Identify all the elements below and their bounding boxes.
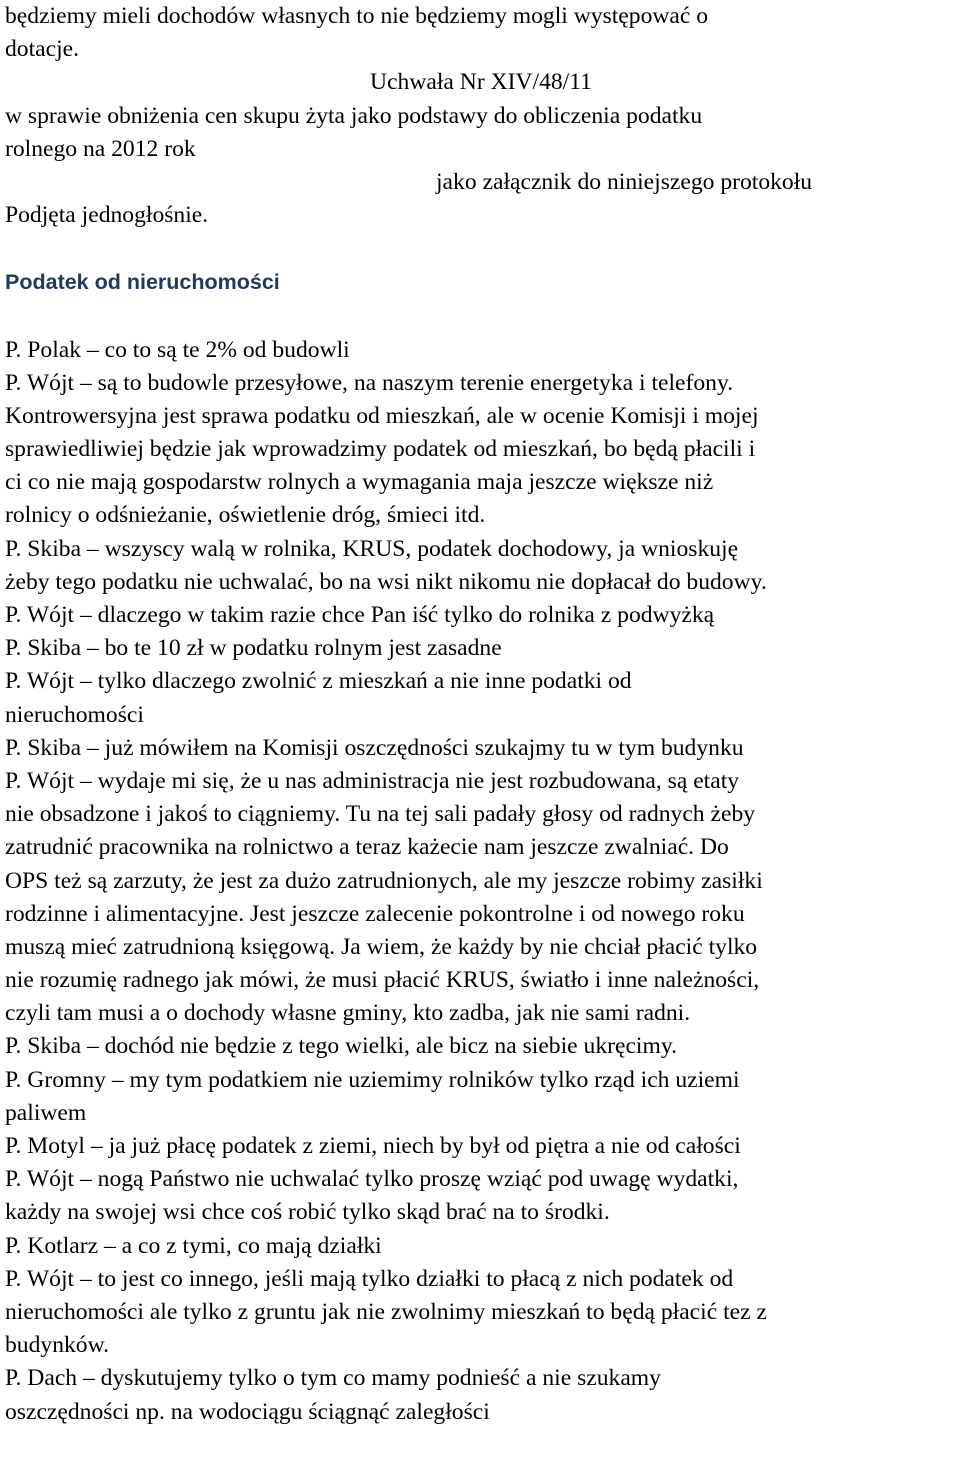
discussion-line: nieruchomości ale tylko z gruntu jak nie zwolnimy mieszkań to będą płacić tez z	[5, 1298, 767, 1325]
discussion-line: P. Wójt – są to budowle przesyłowe, na naszym terenie energetyka i telefony.	[5, 369, 734, 396]
adopted-note: Podjęta jednogłośnie.	[5, 202, 209, 229]
discussion-line: paliwem	[5, 1099, 87, 1126]
resolution-subject-line: w sprawie obniżenia cen skupu żyta jako podstawy do obliczenia podatku	[5, 102, 703, 129]
discussion-line: P. Wójt – wydaje mi się, że u nas administracja nie jest rozbudowana, są etaty	[5, 767, 740, 794]
discussion-line: nie rozumię radnego jak mówi, że musi płacić KRUS, światło i inne należności,	[5, 967, 760, 994]
section-heading: Podatek od nieruchomości	[5, 270, 280, 295]
discussion-line: czyli tam musi a o dochody własne gminy, kto zadba, jak nie sami radni.	[5, 1000, 691, 1027]
body-line: dotacje.	[5, 36, 80, 63]
discussion-line: P. Skiba – wszyscy walą w rolnika, KRUS, podatek dochodowy, ja wnioskuję	[5, 535, 739, 562]
attachment-note: jako załącznik do niniejszego protokołu	[436, 168, 813, 195]
discussion-line: nie obsadzone i jakoś to ciągniemy. Tu na tej sali padały głosy od radnych żeby	[5, 801, 756, 828]
discussion-line: P. Skiba – dochód nie będzie z tego wielki, ale bicz na siebie ukręcimy.	[5, 1033, 677, 1060]
resolution-title: Uchwała Nr XIV/48/11	[370, 69, 592, 96]
discussion-line: nieruchomości	[5, 701, 144, 728]
discussion-line: oszczędności np. na wodociągu ściągnąć zaległości	[5, 1398, 490, 1425]
discussion-line: P. Polak – co to są te 2% od budowli	[5, 336, 350, 363]
body-line: będziemy mieli dochodów własnych to nie będziemy mogli występować o	[5, 3, 709, 29]
document-page	[5, 0, 957, 1429]
discussion-line: P. Gromny – my tym podatkiem nie uziemimy rolników tylko rząd ich uziemi	[5, 1066, 740, 1093]
discussion-line: P. Skiba – już mówiłem na Komisji oszczędności szukajmy tu w tym budynku	[5, 734, 744, 761]
discussion-line: zatrudnić pracownika na rolnictwo a teraz każecie nam jeszcze zwalniać. Do	[5, 834, 729, 861]
discussion-line: P. Wójt – tylko dlaczego zwolnić z mieszkań a nie inne podatki od	[5, 668, 632, 695]
spacer	[5, 300, 957, 334]
discussion-line: P. Wójt – to jest co innego, jeśli mają tylko działki to płacą z nich podatek od	[5, 1265, 734, 1292]
spacer	[5, 232, 957, 266]
discussion-line: rolnicy o odśnieżanie, oświetlenie dróg, śmieci itd.	[5, 502, 486, 529]
discussion-line: budynków.	[5, 1332, 109, 1359]
discussion-line: sprawiedliwiej będzie jak wprowadzimy podatek od mieszkań, bo będą płacili i	[5, 436, 756, 463]
discussion-line: ci co nie mają gospodarstw rolnych a wymagania maja jeszcze większe niż	[5, 469, 714, 496]
discussion-line: każdy na swojej wsi chce coś robić tylko skąd brać na to środki.	[5, 1199, 610, 1226]
discussion-line: P. Wójt – nogą Państwo nie uchwalać tylko proszę wziąć pod uwagę wydatki,	[5, 1166, 739, 1193]
resolution-subject-line: rolnego na 2012 rok	[5, 135, 196, 162]
discussion-line: Kontrowersyjna jest sprawa podatku od mieszkań, ale w ocenie Komisji i mojej	[5, 402, 759, 429]
discussion-line: P. Dach – dyskutujemy tylko o tym co mamy podnieść a nie szukamy	[5, 1365, 661, 1392]
discussion-line: OPS też są zarzuty, że jest za dużo zatrudnionych, ale my jeszcze robimy zasiłki	[5, 867, 763, 894]
discussion-line: P. Wójt – dlaczego w takim razie chce Pan iść tylko do rolnika z podwyżką	[5, 602, 715, 628]
discussion-line: P. Motyl – ja już płacę podatek z ziemi, niech by był od piętra a nie od całości	[5, 1133, 741, 1159]
discussion-line: P. Kotlarz – a co z tymi, co mają działki	[5, 1232, 382, 1259]
discussion-line: żeby tego podatku nie uchwalać, bo na wsi nikt nikomu nie dopłacał do budowy.	[5, 568, 767, 595]
discussion-line: P. Skiba – bo te 10 zł w podatku rolnym jest zasadne	[5, 635, 502, 662]
discussion-line: rodzinne i alimentacyjne. Jest jeszcze zalecenie pokontrolne i od nowego roku	[5, 900, 745, 927]
discussion-block	[5, 334, 957, 1429]
discussion-line: muszą mieć zatrudnioną księgową. Ja wiem, że każdy by nie chciał płacić tylko	[5, 933, 758, 960]
